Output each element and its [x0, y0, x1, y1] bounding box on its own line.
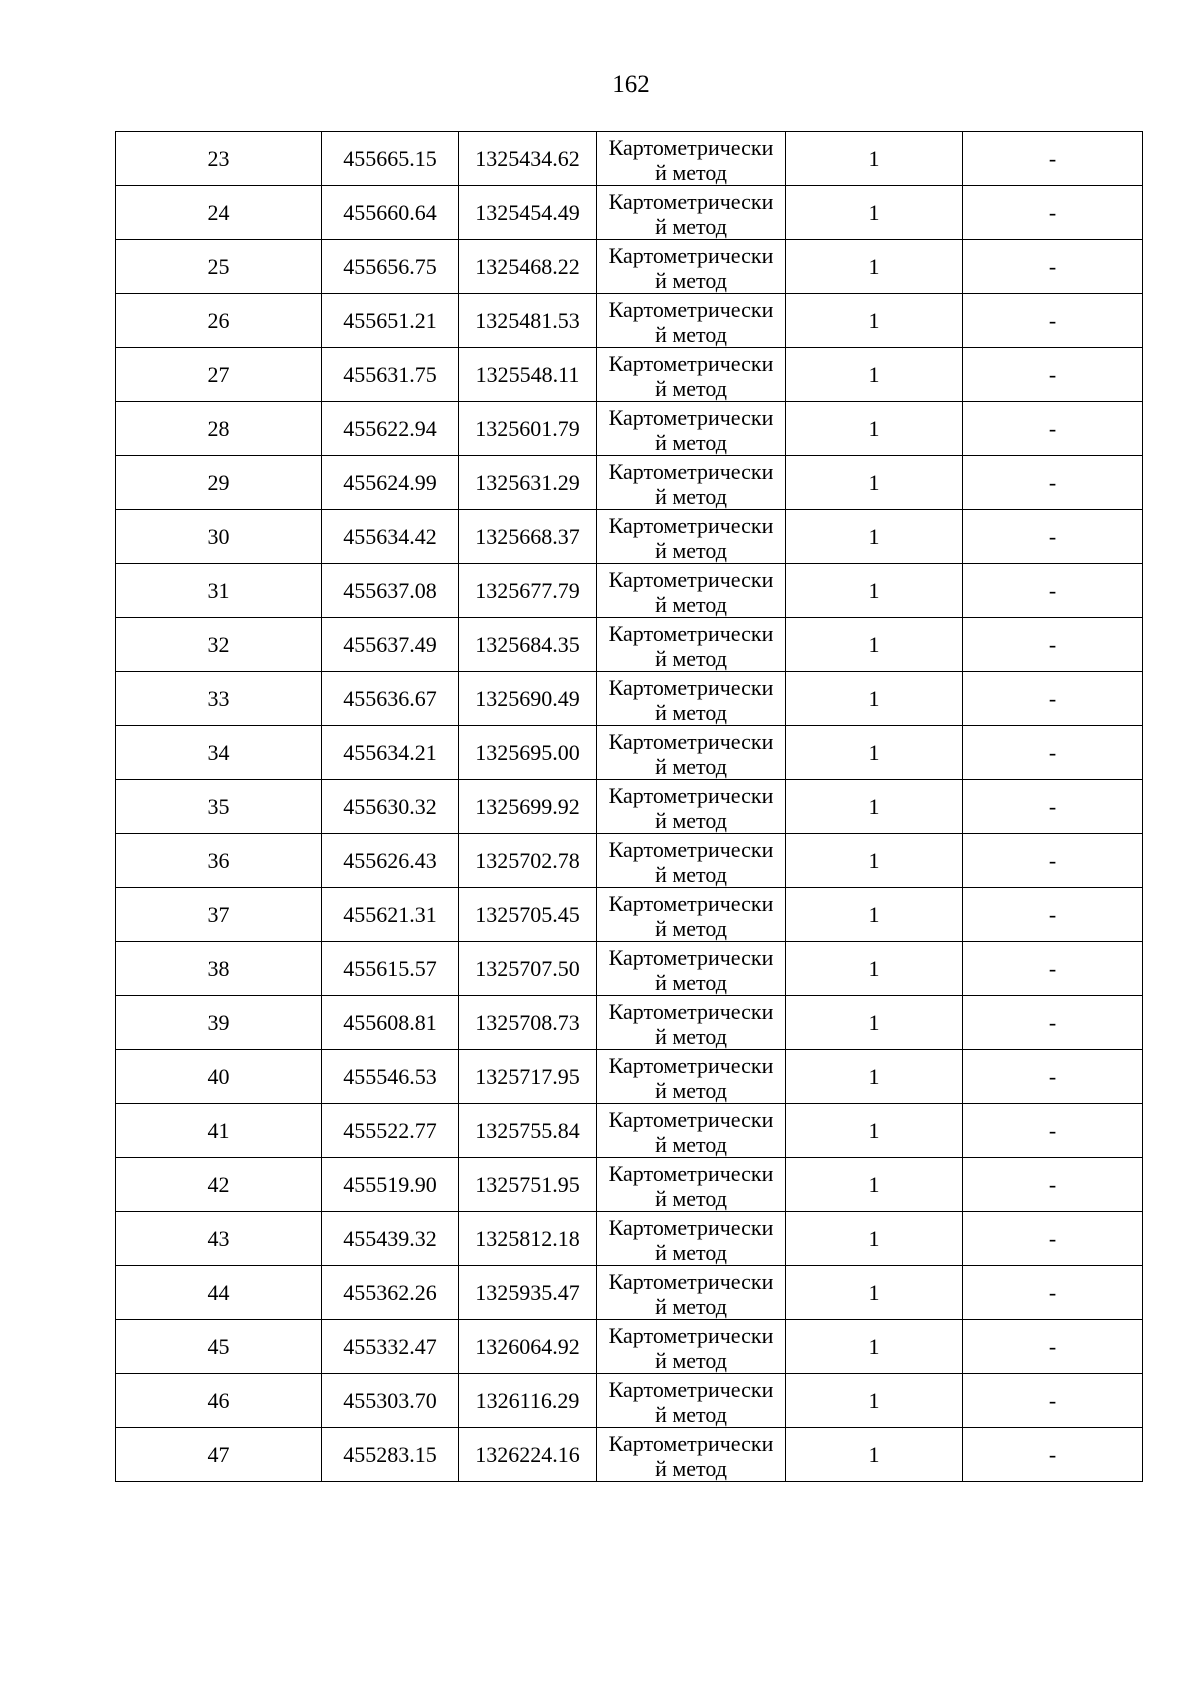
accuracy-cell: 1: [786, 780, 963, 834]
table-row: [116, 402, 1143, 456]
table-row: [116, 1374, 1143, 1428]
method-line-1: Картометрически: [608, 458, 774, 484]
y-coordinate-cell: 1325812.18: [459, 1212, 597, 1266]
accuracy-cell: 1: [786, 1374, 963, 1428]
accuracy-cell: 1: [786, 888, 963, 942]
method-line-2: й метод: [655, 969, 727, 995]
table-row: [116, 240, 1143, 294]
note-cell: -: [963, 510, 1143, 564]
method-line-1: Картометрически: [608, 944, 774, 970]
table-row: [116, 942, 1143, 996]
table-body: [116, 132, 1143, 1482]
x-coordinate-cell: 455634.21: [322, 726, 459, 780]
method-cell: [597, 834, 786, 888]
point-number-cell: 25: [116, 240, 322, 294]
table-row: [116, 726, 1143, 780]
y-coordinate-cell: 1325631.29: [459, 456, 597, 510]
note-cell: -: [963, 1158, 1143, 1212]
x-coordinate-cell: 455519.90: [322, 1158, 459, 1212]
x-coordinate-cell: 455522.77: [322, 1104, 459, 1158]
x-coordinate-cell: 455631.75: [322, 348, 459, 402]
note-cell: -: [963, 1212, 1143, 1266]
note-cell: -: [963, 1104, 1143, 1158]
method-line-2: й метод: [655, 1131, 727, 1157]
point-number-cell: 45: [116, 1320, 322, 1374]
point-number-cell: 24: [116, 186, 322, 240]
accuracy-cell: 1: [786, 1158, 963, 1212]
method-line-1: Картометрически: [608, 890, 774, 916]
method-cell: [597, 1104, 786, 1158]
point-number-cell: 40: [116, 1050, 322, 1104]
method-line-1: Картометрически: [608, 566, 774, 592]
y-coordinate-cell: 1325548.11: [459, 348, 597, 402]
method-cell: [597, 186, 786, 240]
method-line-1: Картометрически: [608, 350, 774, 376]
point-number-cell: 38: [116, 942, 322, 996]
y-coordinate-cell: 1325677.79: [459, 564, 597, 618]
method-cell: [597, 294, 786, 348]
table-row: [116, 618, 1143, 672]
accuracy-cell: 1: [786, 1104, 963, 1158]
point-number-cell: 37: [116, 888, 322, 942]
note-cell: -: [963, 348, 1143, 402]
accuracy-cell: 1: [786, 672, 963, 726]
method-line-2: й метод: [655, 537, 727, 563]
method-line-1: Картометрически: [608, 1268, 774, 1294]
method-line-2: й метод: [655, 267, 727, 293]
point-number-cell: 46: [116, 1374, 322, 1428]
method-line-1: Картометрически: [608, 1430, 774, 1456]
method-line-2: й метод: [655, 915, 727, 941]
accuracy-cell: 1: [786, 1212, 963, 1266]
method-line-1: Картометрически: [608, 836, 774, 862]
accuracy-cell: 1: [786, 618, 963, 672]
method-line-2: й метод: [655, 1185, 727, 1211]
accuracy-cell: 1: [786, 564, 963, 618]
method-cell: [597, 1266, 786, 1320]
table-row: [116, 510, 1143, 564]
y-coordinate-cell: 1325755.84: [459, 1104, 597, 1158]
accuracy-cell: 1: [786, 1428, 963, 1482]
table-row: [116, 672, 1143, 726]
x-coordinate-cell: 455637.08: [322, 564, 459, 618]
table-row: [116, 1212, 1143, 1266]
y-coordinate-cell: 1325601.79: [459, 402, 597, 456]
y-coordinate-cell: 1325707.50: [459, 942, 597, 996]
x-coordinate-cell: 455303.70: [322, 1374, 459, 1428]
x-coordinate-cell: 455439.32: [322, 1212, 459, 1266]
x-coordinate-cell: 455637.49: [322, 618, 459, 672]
method-line-1: Картометрически: [608, 1214, 774, 1240]
page-number: 162: [612, 71, 650, 98]
method-cell: [597, 618, 786, 672]
method-cell: [597, 942, 786, 996]
y-coordinate-cell: 1325705.45: [459, 888, 597, 942]
point-number-cell: 23: [116, 132, 322, 186]
method-line-1: Картометрически: [608, 782, 774, 808]
point-number-cell: 42: [116, 1158, 322, 1212]
x-coordinate-cell: 455622.94: [322, 402, 459, 456]
method-cell: [597, 240, 786, 294]
point-number-cell: 39: [116, 996, 322, 1050]
table-row: [116, 1428, 1143, 1482]
method-line-1: Картометрически: [608, 1106, 774, 1132]
note-cell: -: [963, 834, 1143, 888]
point-number-cell: 30: [116, 510, 322, 564]
method-cell: [597, 996, 786, 1050]
accuracy-cell: 1: [786, 1050, 963, 1104]
accuracy-cell: 1: [786, 942, 963, 996]
x-coordinate-cell: 455656.75: [322, 240, 459, 294]
method-cell: [597, 672, 786, 726]
table-row: [116, 996, 1143, 1050]
accuracy-cell: 1: [786, 294, 963, 348]
note-cell: -: [963, 726, 1143, 780]
method-line-2: й метод: [655, 807, 727, 833]
table-row: [116, 186, 1143, 240]
coordinates-table: [115, 131, 1143, 1482]
y-coordinate-cell: 1326064.92: [459, 1320, 597, 1374]
method-line-1: Картометрически: [608, 404, 774, 430]
method-cell: [597, 1212, 786, 1266]
method-line-1: Картометрически: [608, 728, 774, 754]
y-coordinate-cell: 1325684.35: [459, 618, 597, 672]
method-line-1: Картометрически: [608, 296, 774, 322]
point-number-cell: 31: [116, 564, 322, 618]
y-coordinate-cell: 1325695.00: [459, 726, 597, 780]
point-number-cell: 32: [116, 618, 322, 672]
method-line-2: й метод: [655, 591, 727, 617]
accuracy-cell: 1: [786, 1266, 963, 1320]
x-coordinate-cell: 455626.43: [322, 834, 459, 888]
x-coordinate-cell: 455615.57: [322, 942, 459, 996]
method-line-2: й метод: [655, 429, 727, 455]
method-cell: [597, 1050, 786, 1104]
method-line-1: Картометрически: [608, 188, 774, 214]
method-line-2: й метод: [655, 645, 727, 671]
x-coordinate-cell: 455332.47: [322, 1320, 459, 1374]
x-coordinate-cell: 455630.32: [322, 780, 459, 834]
table-row: [116, 780, 1143, 834]
point-number-cell: 33: [116, 672, 322, 726]
accuracy-cell: 1: [786, 510, 963, 564]
note-cell: -: [963, 618, 1143, 672]
y-coordinate-cell: 1325751.95: [459, 1158, 597, 1212]
table-row: [116, 1104, 1143, 1158]
table-row: [116, 1266, 1143, 1320]
point-number-cell: 35: [116, 780, 322, 834]
point-number-cell: 27: [116, 348, 322, 402]
y-coordinate-cell: 1326116.29: [459, 1374, 597, 1428]
x-coordinate-cell: 455636.67: [322, 672, 459, 726]
y-coordinate-cell: 1325699.92: [459, 780, 597, 834]
note-cell: -: [963, 672, 1143, 726]
method-cell: [597, 888, 786, 942]
method-cell: [597, 348, 786, 402]
method-cell: [597, 132, 786, 186]
method-line-2: й метод: [655, 699, 727, 725]
method-line-2: й метод: [655, 483, 727, 509]
table-row: [116, 132, 1143, 186]
method-line-2: й метод: [655, 375, 727, 401]
accuracy-cell: 1: [786, 240, 963, 294]
method-line-2: й метод: [655, 159, 727, 185]
note-cell: -: [963, 186, 1143, 240]
x-coordinate-cell: 455651.21: [322, 294, 459, 348]
note-cell: -: [963, 1266, 1143, 1320]
method-line-1: Картометрически: [608, 1322, 774, 1348]
point-number-cell: 34: [116, 726, 322, 780]
x-coordinate-cell: 455634.42: [322, 510, 459, 564]
y-coordinate-cell: 1325702.78: [459, 834, 597, 888]
method-cell: [597, 1320, 786, 1374]
method-line-2: й метод: [655, 1401, 727, 1427]
table-row: [116, 294, 1143, 348]
y-coordinate-cell: 1325668.37: [459, 510, 597, 564]
accuracy-cell: 1: [786, 348, 963, 402]
accuracy-cell: 1: [786, 132, 963, 186]
method-cell: [597, 726, 786, 780]
note-cell: -: [963, 240, 1143, 294]
x-coordinate-cell: 455362.26: [322, 1266, 459, 1320]
note-cell: -: [963, 564, 1143, 618]
method-cell: [597, 1374, 786, 1428]
accuracy-cell: 1: [786, 402, 963, 456]
method-line-2: й метод: [655, 1077, 727, 1103]
x-coordinate-cell: 455624.99: [322, 456, 459, 510]
method-line-1: Картометрически: [608, 998, 774, 1024]
y-coordinate-cell: 1325481.53: [459, 294, 597, 348]
note-cell: -: [963, 942, 1143, 996]
method-cell: [597, 510, 786, 564]
method-cell: [597, 456, 786, 510]
note-cell: -: [963, 456, 1143, 510]
note-cell: -: [963, 1320, 1143, 1374]
method-cell: [597, 1158, 786, 1212]
method-line-2: й метод: [655, 321, 727, 347]
table-row: [116, 456, 1143, 510]
table-row: [116, 348, 1143, 402]
y-coordinate-cell: 1325454.49: [459, 186, 597, 240]
note-cell: -: [963, 402, 1143, 456]
method-line-1: Картометрически: [608, 134, 774, 160]
accuracy-cell: 1: [786, 1320, 963, 1374]
method-line-2: й метод: [655, 1023, 727, 1049]
x-coordinate-cell: 455546.53: [322, 1050, 459, 1104]
y-coordinate-cell: 1325468.22: [459, 240, 597, 294]
point-number-cell: 29: [116, 456, 322, 510]
method-line-1: Картометрически: [608, 242, 774, 268]
method-line-1: Картометрически: [608, 620, 774, 646]
y-coordinate-cell: 1326224.16: [459, 1428, 597, 1482]
method-cell: [597, 564, 786, 618]
method-cell: [597, 1428, 786, 1482]
point-number-cell: 26: [116, 294, 322, 348]
method-line-2: й метод: [655, 213, 727, 239]
accuracy-cell: 1: [786, 186, 963, 240]
y-coordinate-cell: 1325708.73: [459, 996, 597, 1050]
point-number-cell: 44: [116, 1266, 322, 1320]
y-coordinate-cell: 1325717.95: [459, 1050, 597, 1104]
table-row: [116, 834, 1143, 888]
point-number-cell: 36: [116, 834, 322, 888]
method-line-1: Картометрически: [608, 1052, 774, 1078]
point-number-cell: 47: [116, 1428, 322, 1482]
x-coordinate-cell: 455621.31: [322, 888, 459, 942]
accuracy-cell: 1: [786, 726, 963, 780]
y-coordinate-cell: 1325434.62: [459, 132, 597, 186]
accuracy-cell: 1: [786, 996, 963, 1050]
accuracy-cell: 1: [786, 456, 963, 510]
method-line-1: Картометрически: [608, 512, 774, 538]
note-cell: -: [963, 1374, 1143, 1428]
table-row: [116, 1050, 1143, 1104]
note-cell: -: [963, 132, 1143, 186]
table-row: [116, 564, 1143, 618]
note-cell: -: [963, 294, 1143, 348]
method-line-2: й метод: [655, 1455, 727, 1481]
method-line-1: Картометрически: [608, 1160, 774, 1186]
note-cell: -: [963, 1428, 1143, 1482]
table-row: [116, 888, 1143, 942]
method-line-2: й метод: [655, 1239, 727, 1265]
x-coordinate-cell: 455608.81: [322, 996, 459, 1050]
note-cell: -: [963, 780, 1143, 834]
method-line-2: й метод: [655, 753, 727, 779]
note-cell: -: [963, 888, 1143, 942]
accuracy-cell: 1: [786, 834, 963, 888]
x-coordinate-cell: 455660.64: [322, 186, 459, 240]
note-cell: -: [963, 1050, 1143, 1104]
method-cell: [597, 402, 786, 456]
method-line-2: й метод: [655, 1293, 727, 1319]
method-cell: [597, 780, 786, 834]
point-number-cell: 28: [116, 402, 322, 456]
method-line-2: й метод: [655, 861, 727, 887]
x-coordinate-cell: 455283.15: [322, 1428, 459, 1482]
method-line-2: й метод: [655, 1347, 727, 1373]
point-number-cell: 43: [116, 1212, 322, 1266]
note-cell: -: [963, 996, 1143, 1050]
y-coordinate-cell: 1325935.47: [459, 1266, 597, 1320]
table-row: [116, 1320, 1143, 1374]
y-coordinate-cell: 1325690.49: [459, 672, 597, 726]
table-row: [116, 1158, 1143, 1212]
x-coordinate-cell: 455665.15: [322, 132, 459, 186]
method-line-1: Картометрически: [608, 674, 774, 700]
method-line-1: Картометрически: [608, 1376, 774, 1402]
point-number-cell: 41: [116, 1104, 322, 1158]
